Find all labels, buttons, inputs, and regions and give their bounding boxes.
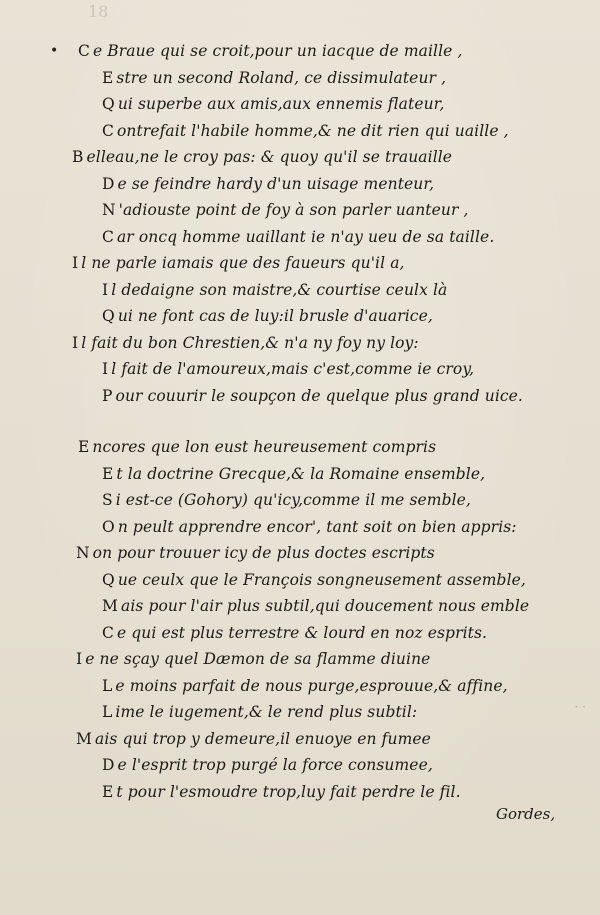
verse-line [102, 517, 517, 536]
verse-initial: C [102, 227, 114, 246]
verse-initial: D [102, 174, 115, 193]
verse-line [72, 333, 419, 352]
verse-text: l dedaigne son maistre,& courtise ceulx là [111, 280, 448, 299]
verse-initial: S [102, 491, 113, 509]
verse-line [102, 570, 526, 589]
verse-text: t la doctrine Grecque,& la Romaine ensemble, [116, 464, 486, 483]
verse-initial: P [102, 386, 113, 405]
verse-text: e se feindre hardy d'un uisage menteur, [117, 174, 435, 193]
verse-initial: D [102, 756, 115, 774]
verse-text: stre un second Roland, ce dissimulateur , [116, 68, 447, 87]
verse-line [76, 652, 430, 668]
verse-text: ui superbe aux amis,aux ennemis flateur, [117, 95, 445, 113]
verse-text: elleau,ne le croy pas: & quoy qu'il se trauaille [86, 148, 453, 166]
verse-initial: M [76, 729, 92, 748]
verse-line [102, 309, 433, 325]
verse-initial: I [102, 280, 109, 299]
verse-line [102, 203, 469, 219]
verse-line [78, 440, 436, 456]
verse-initial: L [102, 703, 113, 721]
verse-text: t pour l'esmoudre trop,luy fait perdre le fil. [116, 782, 461, 801]
verse-text: n peult apprendre encor', tant soit on bien appris: [117, 517, 517, 536]
verse-text: e l'esprit trop purgé la force consumee, [117, 756, 433, 774]
catchword: Gordes, [496, 805, 556, 823]
paper-speck-marks: · · [574, 700, 586, 714]
verse-initial: N [102, 201, 116, 219]
verse-initial: Q [102, 307, 115, 325]
verse-initial: E [102, 782, 114, 801]
verse-initial: E [78, 438, 90, 456]
verse-text: i est-ce (Gohory) qu'icy,comme il me semble, [115, 491, 471, 509]
verse-initial: C [78, 42, 90, 60]
verse-text: e qui est plus terrestre & lourd en noz esprits. [116, 623, 488, 642]
verse-line [102, 493, 471, 509]
verse-text: ais qui trop y demeure,il enuoye en fumee [94, 729, 431, 748]
verse-text: ime le iugement,& le rend plus subtil: [115, 703, 418, 721]
verse-line [76, 546, 435, 562]
verse-line [102, 386, 523, 405]
verse-line [102, 599, 529, 615]
verse-text: ais pour l'air plus subtil,qui doucement nous emble [120, 597, 530, 615]
verse-text: l fait du bon Chrestien,& n'a ny foy ny loy: [81, 333, 419, 352]
verse-initial: M [102, 597, 118, 615]
verse-line [76, 729, 431, 748]
verse-initial: Q [102, 570, 115, 589]
verse-line [102, 68, 447, 87]
verse-line [102, 362, 474, 378]
verse-initial: E [102, 464, 114, 483]
verse-text: ue ceulx que le François songneusement assemble, [117, 570, 526, 589]
verse-line [102, 782, 461, 801]
verse-line [102, 97, 445, 113]
verse-initial: N [76, 544, 90, 562]
verse-initial: I [76, 650, 83, 668]
verse-text: ontrefait l'habile homme,& ne dit rien qui uaille , [116, 121, 509, 140]
verse-initial: Q [102, 95, 115, 113]
verse-text: on pour trouuer icy de plus doctes escripts [92, 544, 435, 562]
verse-initial: C [102, 623, 114, 642]
verse-initial: I [72, 254, 79, 272]
verse-line [102, 121, 509, 140]
verse-text: e ne sçay quel Dæmon de sa flamme diuine [85, 650, 431, 668]
verse-text: l ne parle iamais que des faueurs qu'il a, [81, 254, 405, 272]
verse-line [72, 256, 405, 272]
verse-text: our couurir le soupçon de quelque plus grand uice. [115, 386, 523, 405]
verse-initial: I [102, 360, 109, 378]
verse-line [102, 227, 495, 246]
verse-line [102, 705, 417, 721]
verse-line [78, 44, 462, 60]
verse-initial: L [102, 676, 113, 695]
verse-line [72, 150, 452, 166]
verse-line [102, 464, 486, 483]
verse-text: l fait de l'amoureux,mais c'est,comme ie croy, [111, 360, 475, 378]
verse-text: ncores que lon eust heureusement compris [92, 438, 437, 456]
verse-initial: C [102, 121, 114, 140]
verse-line [102, 758, 433, 774]
verse-initial: O [102, 517, 115, 536]
verse-text: e moins parfait de nous purge,esprouue,& affine, [115, 676, 508, 695]
verse-text: ui ne font cas de luy:il brusle d'auarice, [117, 307, 433, 325]
verse-line [102, 623, 488, 642]
verse-line [102, 676, 508, 695]
verse-text: 'adiouste point de foy à son parler uanteur , [118, 201, 469, 219]
verse-text: ar oncq homme uaillant ie n'ay ueu de sa taille. [116, 227, 495, 246]
verse-initial: B [72, 148, 84, 166]
verse-line [102, 174, 435, 193]
verse-initial: E [102, 68, 114, 87]
verse-line [102, 280, 448, 299]
page-number: 18 [88, 2, 109, 21]
verse-text: e Braue qui se croit,pour un iacque de maille , [92, 42, 463, 60]
bullet-mark-icon: • [50, 43, 59, 59]
verse-initial: I [72, 333, 79, 352]
